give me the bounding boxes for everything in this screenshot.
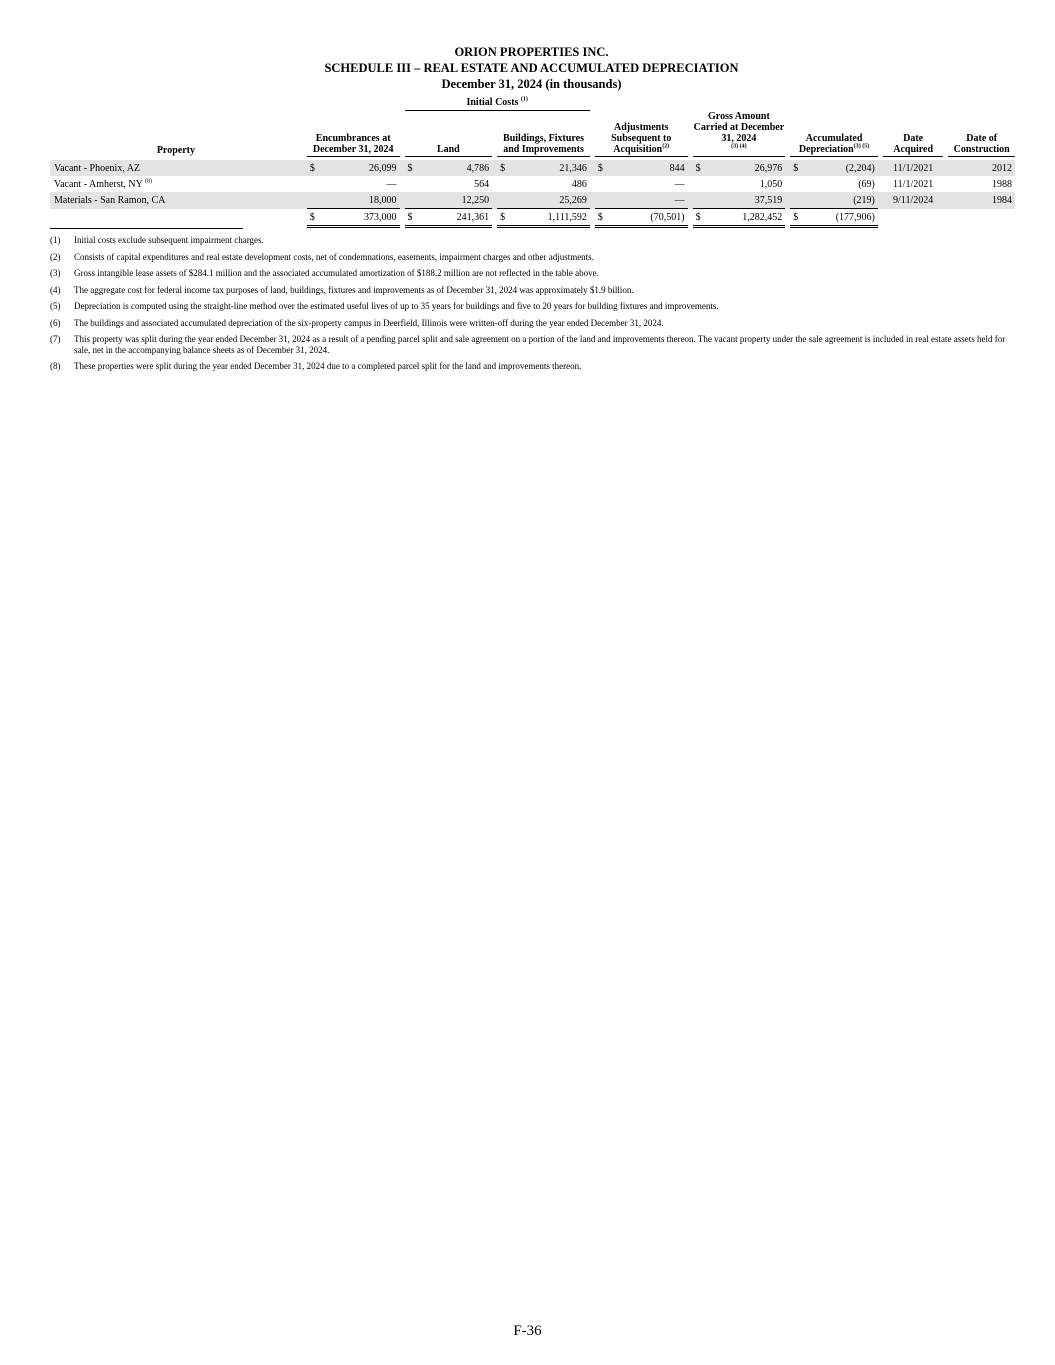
date-construction-cell: 1984 bbox=[948, 192, 1015, 209]
currency-symbol: $ bbox=[790, 209, 802, 227]
footnote-text: The buildings and associated accumulated depreciation of the six-property campus in Deerfield, Illinois were written-off during the year ended December 31, 2024. bbox=[74, 317, 664, 328]
currency-symbol: $ bbox=[497, 160, 509, 176]
footnote-number: (4) bbox=[50, 284, 61, 295]
footnote-divider bbox=[50, 228, 243, 229]
footnote-text: The aggregate cost for federal income tax purposes of land, buildings, fixtures and improvements as of December 31, 2024 was approximately $1.9 billion. bbox=[74, 284, 634, 295]
property-header: Property bbox=[156, 145, 195, 156]
footnote-text: Consists of capital expenditures and real estate development costs, net of condemnations, easements, impairment charges and other adjustments. bbox=[74, 251, 594, 262]
totals-row bbox=[50, 209, 1015, 227]
date-construction-header: Date of Construction bbox=[948, 111, 1015, 157]
gross-cell: 37,519 bbox=[705, 192, 786, 209]
footnote-item bbox=[50, 334, 1015, 355]
footnote-number: (7) bbox=[50, 334, 61, 344]
company-name: ORION PROPERTIES INC. bbox=[454, 45, 609, 59]
total-buildings: 1,111,592 bbox=[509, 209, 590, 227]
date-construction-cell: 1988 bbox=[992, 178, 1012, 190]
encumbrances-cell: 26,099 bbox=[319, 160, 400, 176]
adjustments-cell: 844 bbox=[607, 160, 688, 176]
buildings-cell: 486 bbox=[571, 178, 587, 190]
schedule-table bbox=[50, 97, 1015, 228]
date-acquired-header: Date Acquired bbox=[883, 111, 943, 157]
buildings-cell: 25,269 bbox=[509, 192, 590, 209]
currency-symbol: $ bbox=[307, 160, 319, 176]
footnote-text: This property was split during the year ended December 31, 2024 as a result of a pending parcel split and sale agreement on a portion of the land and improvements thereon. The vacant property under the sale agreement is included in real estate assets held for sale, net in the accompanying balance sheets as of December 31, 2024. bbox=[74, 334, 1006, 355]
accumulated-header: Accumulated Depreciation$^{(3) (5)}$ bbox=[790, 111, 878, 157]
accumulated-cell: (69) bbox=[858, 178, 875, 190]
adjustments-note: (2) bbox=[662, 143, 670, 150]
currency-symbol: $ bbox=[693, 160, 705, 176]
property-cell: Materials - San Ramon, CA bbox=[50, 192, 302, 209]
date-construction-cell: 2012 bbox=[948, 160, 1015, 176]
land-cell: 12,250 bbox=[417, 192, 493, 209]
total-adjustments: (70,501) bbox=[607, 209, 688, 227]
table-row bbox=[50, 160, 1015, 176]
footnote-item bbox=[50, 268, 1015, 279]
schedule-title: SCHEDULE III – REAL ESTATE AND ACCUMULATED DEPRECIATION bbox=[324, 61, 739, 75]
gross-cell: 1,050 bbox=[759, 178, 783, 190]
buildings-cell: 21,346 bbox=[509, 160, 590, 176]
accumulated-cell: (2,204) bbox=[802, 160, 878, 176]
header-row-top bbox=[50, 97, 1015, 111]
buildings-header: Buildings, Fixtures and Improvements bbox=[497, 111, 590, 157]
footnote-number: (2) bbox=[50, 251, 61, 262]
footnote-text: Depreciation is computed using the straight-line method over the estimated useful lives of up to 35 years for buildings and five to 20 years for building fixtures and improvements. bbox=[74, 301, 719, 311]
footnote-number: (5) bbox=[50, 301, 61, 311]
initial-costs-header: Initial Costs $^{(1)}$ bbox=[405, 97, 590, 111]
footnote-item bbox=[50, 235, 1015, 246]
initial-costs-note: (1) bbox=[520, 96, 528, 103]
property-cell: Vacant - Amherst, NY $^{(8)}$ bbox=[54, 178, 152, 190]
adjustments-cell: — bbox=[607, 192, 688, 209]
total-gross: 1,282,452 bbox=[705, 209, 786, 227]
footnote-number: (1) bbox=[50, 235, 61, 245]
header-row-main bbox=[50, 111, 1015, 157]
currency-symbol: $ bbox=[595, 209, 607, 227]
accumulated-cell: (219) bbox=[802, 192, 878, 209]
footnote-item bbox=[50, 318, 1015, 329]
total-accumulated: (177,906) bbox=[802, 209, 878, 227]
encumbrances-header: Encumbrances at December 31, 2024 bbox=[307, 111, 400, 157]
adjustments-cell: — bbox=[674, 178, 685, 190]
currency-symbol: $ bbox=[405, 209, 417, 227]
property-note: (8) bbox=[145, 178, 152, 185]
schedule-date: December 31, 2024 (in thousands) bbox=[441, 77, 622, 91]
footnote-item bbox=[50, 252, 1015, 263]
footnote-number: (3) bbox=[50, 268, 61, 278]
footnote-text: These properties were split during the year ended December 31, 2024 due to a completed parcel split for the land and improvements thereon. bbox=[74, 361, 582, 371]
footnotes bbox=[50, 235, 1015, 378]
currency-symbol: $ bbox=[790, 160, 802, 176]
document-title-block bbox=[0, 44, 1055, 92]
currency-symbol: $ bbox=[497, 209, 509, 227]
date-acquired-cell: 11/1/2021 bbox=[893, 178, 934, 190]
date-acquired-cell: 11/1/2021 bbox=[883, 160, 943, 176]
table-row bbox=[50, 192, 1015, 209]
footnote-text: Initial costs exclude subsequent impairment charges. bbox=[74, 235, 264, 245]
adjustments-header: Adjustments Subsequent to Acquisition$^{(2)}$ bbox=[595, 111, 688, 157]
total-encumbrances: 373,000 bbox=[319, 209, 400, 227]
footnote-number: (6) bbox=[50, 317, 61, 328]
date-acquired-cell: 9/11/2024 bbox=[883, 192, 943, 209]
encumbrances-cell: — bbox=[386, 178, 397, 190]
page-number: F-36 bbox=[513, 1323, 542, 1339]
land-header: Land bbox=[405, 111, 493, 157]
accumulated-note: (3) (5) bbox=[853, 143, 870, 150]
gross-amount-note: (3) (4) bbox=[731, 143, 747, 150]
footnote-number: (8) bbox=[50, 361, 61, 371]
encumbrances-cell: 18,000 bbox=[319, 192, 400, 209]
currency-symbol: $ bbox=[307, 209, 319, 227]
footnote-item bbox=[50, 301, 1015, 312]
table-row bbox=[50, 176, 1015, 192]
footnote-item bbox=[50, 361, 1015, 372]
footnote-item bbox=[50, 285, 1015, 296]
currency-symbol: $ bbox=[595, 160, 607, 176]
footnote-text: Gross intangible lease assets of $284.1 million and the associated accumulated amortization of $188.2 million are not reflected in the table above. bbox=[74, 268, 599, 278]
total-land: 241,361 bbox=[417, 209, 493, 227]
land-cell: 4,786 bbox=[417, 160, 493, 176]
currency-symbol: $ bbox=[405, 160, 417, 176]
gross-cell: 26,976 bbox=[705, 160, 786, 176]
land-cell: 564 bbox=[474, 178, 490, 190]
gross-amount-header: Gross Amount Carried at December 31, 2024 $^{(3) (4)}$ bbox=[693, 111, 786, 157]
property-cell: Vacant - Phoenix, AZ bbox=[50, 160, 302, 176]
currency-symbol: $ bbox=[693, 209, 705, 227]
